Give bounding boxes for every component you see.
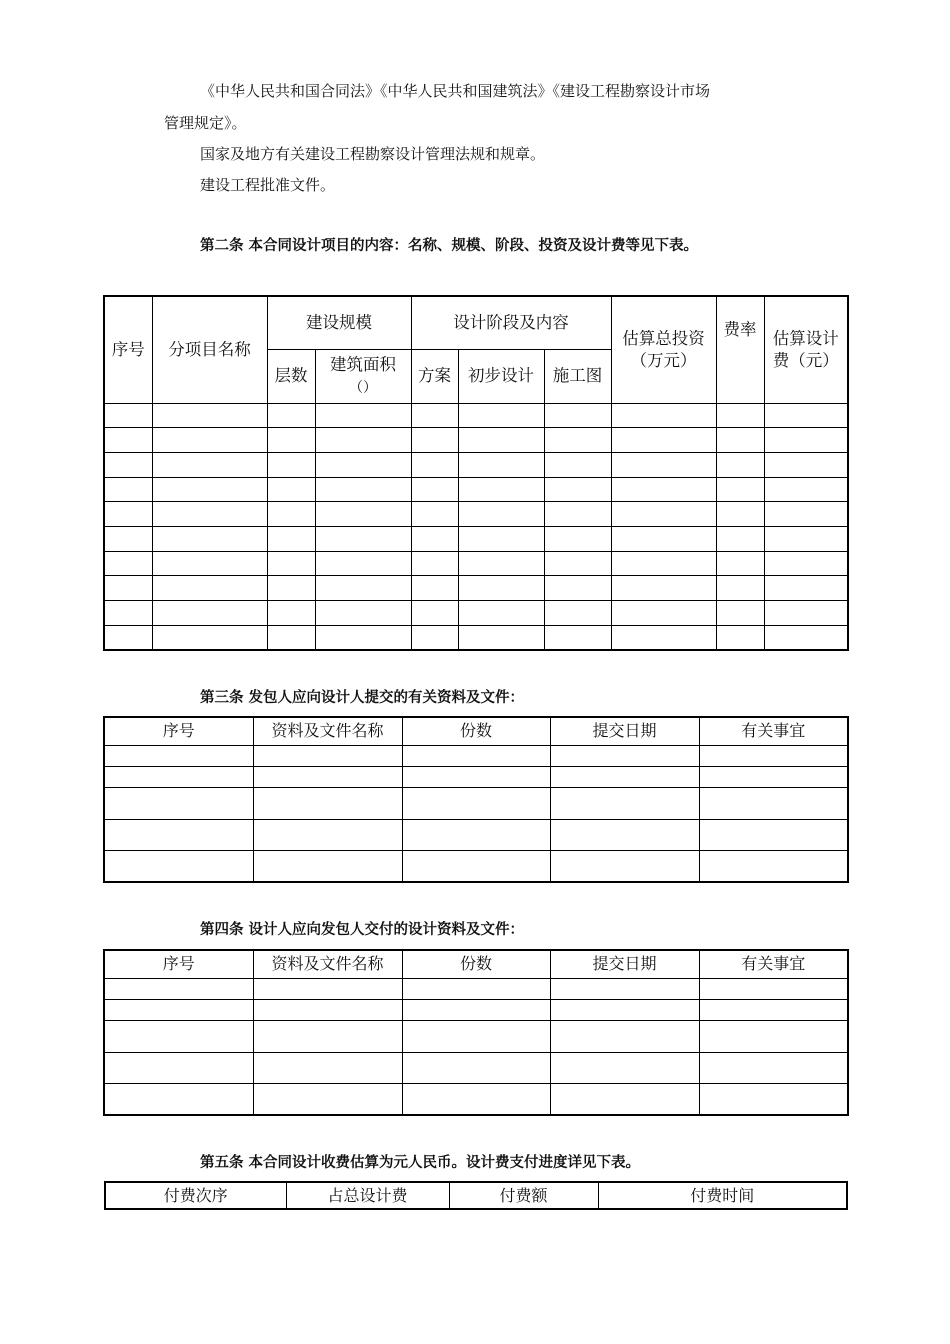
header-seq: 序号 (104, 717, 253, 745)
payment-schedule-table (104, 1181, 848, 1210)
table-row (104, 452, 848, 477)
project-content-rows (104, 403, 848, 650)
table-row (104, 745, 848, 766)
header-area-label: 建筑面积 (330, 354, 396, 374)
intro-line-4: 建设工程批准文件。 (200, 176, 336, 194)
header-design-stage: 设计阶段及内容 (411, 296, 611, 349)
header-payment-amount: 付费额 (449, 1182, 598, 1209)
header-fee-label: 估算设计 (772, 328, 839, 348)
header-payment-order: 付费次序 (105, 1182, 286, 1209)
header-preliminary-design: 初步设计 (458, 349, 544, 403)
header-document-name: 资料及文件名称 (253, 950, 402, 978)
header-related-matters: 有关事宜 (699, 950, 848, 978)
header-seq: 序号 (104, 296, 152, 403)
header-scheme: 方案 (411, 349, 458, 403)
article-2-heading: 第二条 本合同设计项目的内容：名称、规模、阶段、投资及设计费等见下表。 (200, 238, 699, 254)
header-related-matters: 有关事宜 (699, 717, 848, 745)
table-row (104, 819, 848, 850)
table-row (104, 999, 848, 1020)
header-seq: 序号 (104, 950, 253, 978)
header-investment-label: 估算总投资 (622, 328, 705, 348)
table-row (104, 766, 848, 787)
header-area-unit: （） (349, 379, 377, 396)
article-5-heading: 第五条 本合同设计收费估算为元人民币。设计费支付进度详见下表。 (200, 1155, 641, 1171)
header-copies: 份数 (402, 950, 550, 978)
table-row (104, 403, 848, 428)
table-row (104, 477, 848, 502)
header-submit-date: 提交日期 (550, 950, 699, 978)
client-submitted-documents-table (103, 716, 849, 883)
project-content-table (103, 295, 849, 651)
header-construction-drawing: 施工图 (544, 349, 611, 403)
header-building-area (315, 349, 411, 403)
header-fee-rate: 费率 (716, 296, 764, 403)
header-document-name: 资料及文件名称 (253, 717, 402, 745)
table-row (104, 787, 848, 819)
article-4-heading: 第四条 设计人应向发包人交付的设计资料及文件： (200, 922, 525, 938)
table-row (104, 1020, 848, 1052)
table-row (104, 526, 848, 551)
header-share-of-total-fee: 占总设计费 (286, 1182, 449, 1209)
article-3-heading: 第三条 发包人应向设计人提交的有关资料及文件： (200, 690, 525, 706)
designer-delivered-documents-table (103, 949, 849, 1116)
table-row (104, 502, 848, 527)
header-fee-unit: 费（元） (772, 350, 839, 370)
table-row (104, 428, 848, 453)
header-estimated-fee (764, 296, 848, 403)
header-floors: 层数 (267, 349, 315, 403)
header-submit-date: 提交日期 (550, 717, 699, 745)
table-row (104, 601, 848, 626)
intro-line-1: 《中华人民共和国合同法》《中华人民共和国建筑法》《建设工程勘察设计市场 (200, 82, 711, 100)
intro-line-3: 国家及地方有关建设工程勘察设计管理法规和规章。 (200, 145, 546, 163)
table-row (104, 1052, 848, 1083)
table-row (104, 850, 848, 882)
header-sub-project-name: 分项目名称 (152, 296, 267, 403)
header-copies: 份数 (402, 717, 550, 745)
header-construction-scale: 建设规模 (267, 296, 411, 349)
table-row (104, 625, 848, 650)
intro-line-2: 管理规定》。 (164, 114, 247, 132)
table-row (104, 978, 848, 999)
table-row (104, 551, 848, 576)
header-estimated-investment (611, 296, 716, 403)
header-investment-unit: （万元） (630, 350, 697, 370)
header-payment-time: 付费时间 (598, 1182, 847, 1209)
table-row (104, 1083, 848, 1115)
table-row (104, 576, 848, 601)
